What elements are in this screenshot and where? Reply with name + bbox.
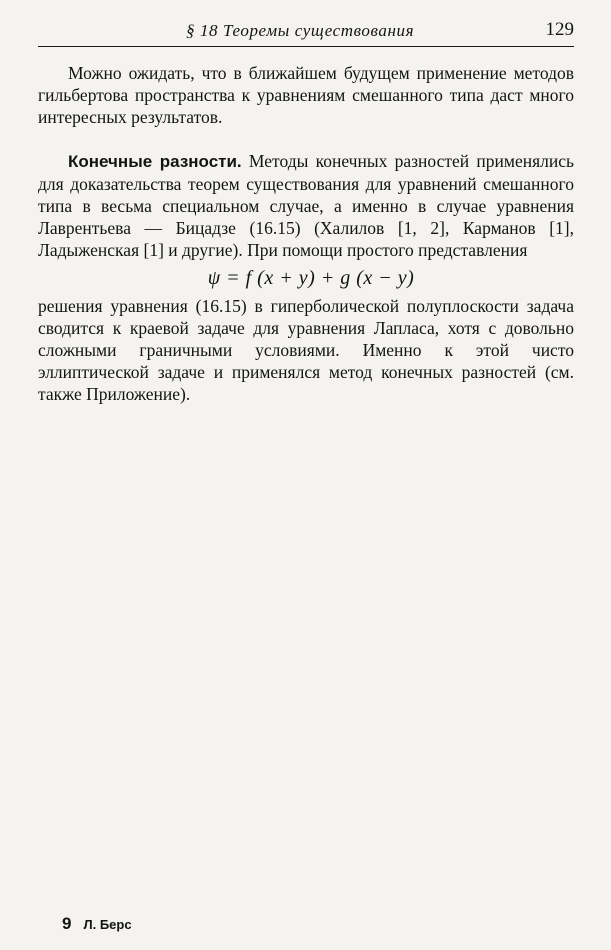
paragraph-laplace-reduction: решения уравнения (16.15) в гиперболической полуплоскости задача сводится к краевой задаче для уравнения Лапласа, хотя с довольно сложными граничными условиями. Именно к этой чисто эллиптической задаче и применялся метод конечных разностей (см. также Приложение). bbox=[38, 296, 574, 404]
running-title: § 18 Теоремы существования bbox=[186, 21, 415, 40]
printer-signature bbox=[62, 914, 132, 934]
page-header bbox=[38, 20, 574, 44]
signature-author: Л. Берс bbox=[83, 917, 132, 932]
signature-number: 9 bbox=[62, 914, 72, 933]
formula-representation: ψ = f (x + y) + g (x − y) bbox=[207, 267, 415, 289]
page-number: 129 bbox=[545, 19, 574, 40]
header-rule bbox=[38, 46, 574, 47]
paragraph-finite-differences-text: Методы конечных разностей применялись для доказательства теорем существования для уравнений смешанного типа в весьма специальном случае, а именно в случае уравнения Лаврентьева — Бицадзе (16.15) (Халилов [1, 2], Карманов [1], Ладыженская [1] и другие). При помощи простого представления bbox=[38, 151, 574, 260]
paragraph-finite-differences bbox=[38, 150, 574, 261]
section-heading-finite-differences: Конечные разности. bbox=[68, 152, 242, 171]
paragraph-hilbert-methods: Можно ожидать, что в ближайшем будущем применение методов гильбертова пространства к уравнениям смешанного типа даст много интересных результатов. bbox=[38, 63, 574, 127]
body-text bbox=[38, 62, 574, 405]
